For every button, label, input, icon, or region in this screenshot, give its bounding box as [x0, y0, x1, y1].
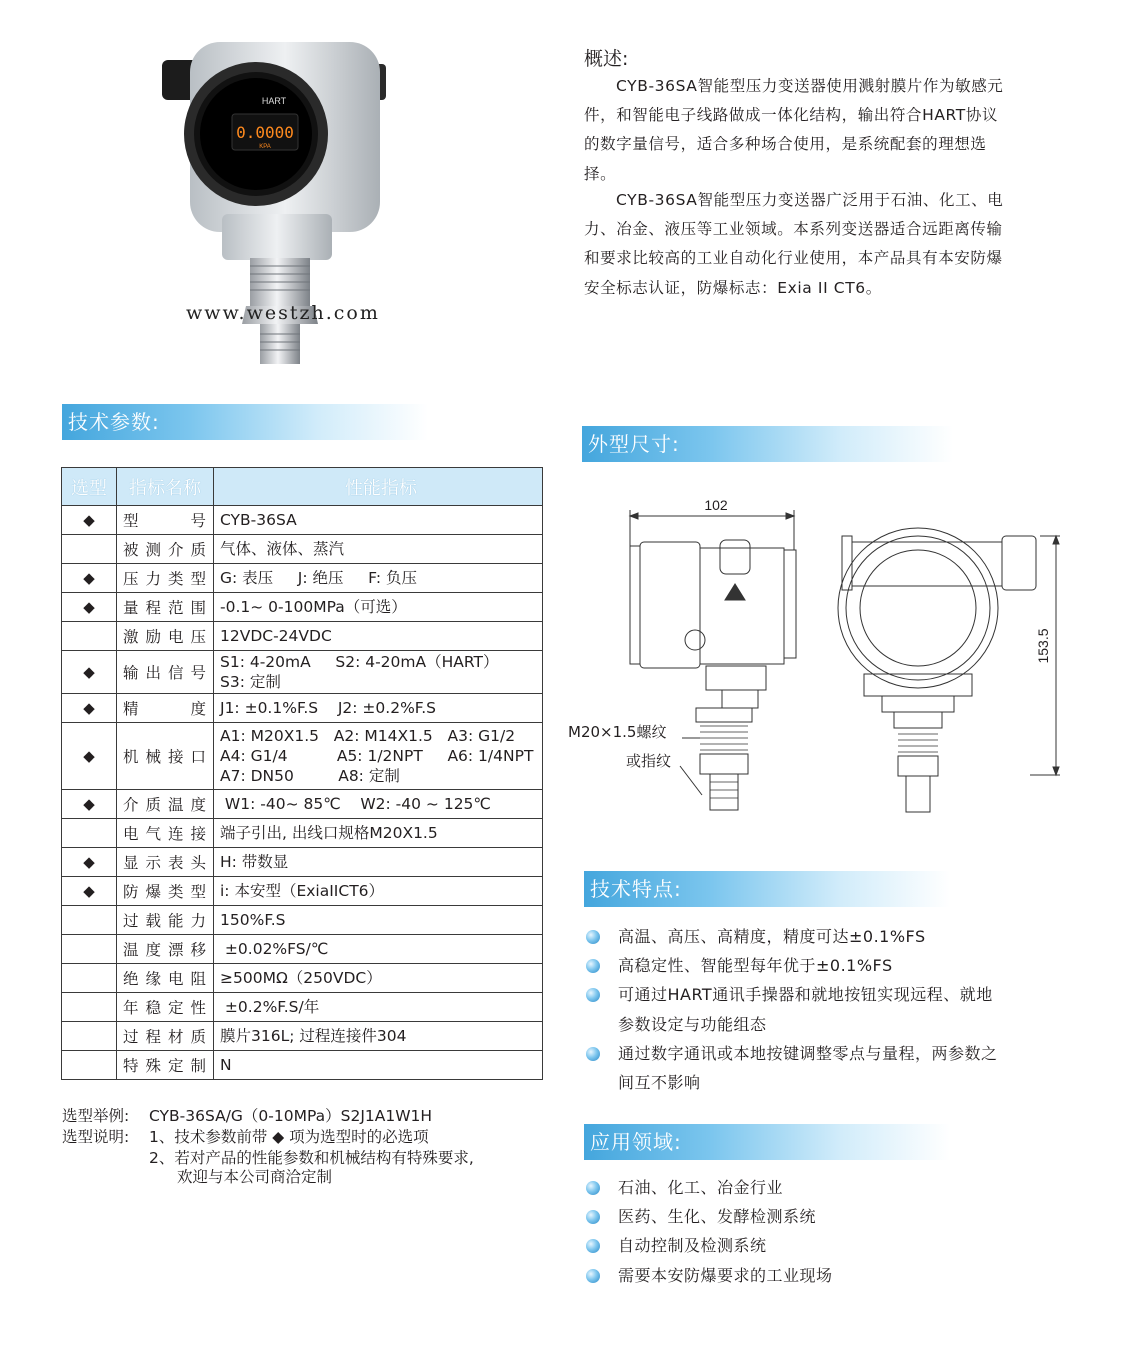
item-name-char: 材	[167, 1028, 184, 1046]
bullet-dot-icon	[586, 1181, 600, 1195]
required-mark	[62, 964, 117, 993]
table-row	[62, 790, 543, 819]
explain-line-2: 2、若对产品的性能参数和机械结构有特殊要求,	[149, 1149, 474, 1167]
item-name-char: 漂	[167, 941, 184, 959]
item-name-char: 度	[190, 796, 206, 814]
performance-line: S1: 4-20mA S2: 4-20mA（HART）	[220, 653, 499, 671]
performance-cell	[214, 1022, 543, 1051]
item-name-char: 激	[123, 628, 139, 646]
item-name-cell	[117, 622, 214, 651]
example-label: 选型举例:	[62, 1107, 130, 1125]
item-name-char: 示	[145, 854, 161, 872]
item-name-char: 精	[123, 700, 139, 718]
table-row	[62, 593, 543, 622]
performance-line: J1: ±0.1%F.S J2: ±0.2%F.S	[220, 699, 436, 717]
performance-line: i: 本安型（ExiaIICT6）	[220, 882, 385, 900]
section-banner-dimensions: 外型尺寸:	[582, 426, 953, 462]
item-name-cell	[117, 964, 214, 993]
performance-cell	[214, 935, 543, 964]
thread-label-2: 或指纹	[626, 752, 672, 770]
item-name-char: 号	[190, 512, 206, 530]
required-mark	[62, 993, 117, 1022]
item-name-char: 程	[145, 1028, 161, 1046]
display-reading: 0.0000	[236, 123, 294, 142]
item-name-char: 定	[167, 1057, 184, 1075]
table-row	[62, 535, 543, 564]
performance-cell	[214, 694, 543, 723]
item-name-char: 殊	[145, 1057, 161, 1075]
required-mark: ◆	[62, 877, 117, 906]
performance-cell	[214, 790, 543, 819]
required-mark	[62, 622, 117, 651]
item-name-char: 励	[145, 628, 161, 646]
performance-cell	[214, 593, 543, 622]
section-banner-features: 技术特点:	[584, 871, 950, 907]
performance-line: G: 表压 J: 绝压 F: 负压	[220, 569, 418, 587]
parameter-table	[61, 467, 543, 1080]
item-name-char: 阻	[190, 970, 206, 988]
item-name-char: 过	[123, 1028, 139, 1046]
performance-line: 膜片316L; 过程连接件304	[220, 1027, 407, 1045]
item-name-char: 型	[123, 512, 139, 530]
list-item: 高温、高压、高精度，精度可达±0.1%FS	[584, 922, 1004, 951]
item-name-char: 号	[190, 664, 206, 682]
performance-cell	[214, 506, 543, 535]
table-row	[62, 877, 543, 906]
performance-line: S3: 定制	[220, 673, 281, 691]
required-mark	[62, 819, 117, 848]
watermark-text: www.westzh.com	[186, 302, 380, 324]
performance-cell	[214, 651, 543, 694]
item-name-cell	[117, 935, 214, 964]
item-name-char: 移	[190, 941, 206, 959]
item-name-char: 性	[190, 999, 206, 1017]
list-item: 石油、化工、冶金行业	[584, 1173, 1004, 1202]
item-name-cell	[117, 564, 214, 593]
item-name-char: 表	[167, 854, 184, 872]
table-row	[62, 622, 543, 651]
table-row	[62, 1022, 543, 1051]
list-item: 医药、生化、发酵检测系统	[584, 1202, 1004, 1231]
brand-label: HART	[261, 96, 287, 106]
table-row	[62, 819, 543, 848]
section-banner-applications: 应用领域:	[584, 1124, 950, 1160]
list-item: 需要本安防爆要求的工业现场	[584, 1261, 1004, 1290]
item-name-char: 过	[123, 912, 139, 930]
bullet-dot-icon	[586, 1269, 600, 1283]
item-name-char: 介	[167, 541, 184, 559]
item-name-char: 压	[190, 628, 206, 646]
required-mark: ◆	[62, 506, 117, 535]
item-name-cell	[117, 694, 214, 723]
performance-cell	[214, 993, 543, 1022]
performance-line: 12VDC-24VDC	[220, 627, 332, 645]
list-item: 可通过HART通讯手操器和就地按钮实现远程、就地参数设定与功能组态	[584, 980, 1004, 1038]
item-name-char: 质	[190, 541, 206, 559]
item-name-char: 类	[167, 570, 184, 588]
item-name-char: 类	[167, 883, 184, 901]
performance-line: ±0.02%FS/℃	[220, 940, 329, 958]
required-mark: ◆	[62, 651, 117, 694]
required-mark: ◆	[62, 593, 117, 622]
required-mark: ◆	[62, 790, 117, 819]
performance-line: A7: DN50 A8: 定制	[220, 767, 400, 785]
display-unit: KPA	[259, 144, 271, 150]
item-name-char: 输	[123, 664, 139, 682]
table-header-row	[62, 468, 543, 506]
performance-cell	[214, 819, 543, 848]
item-name-char: 信	[167, 664, 184, 682]
item-name-char: 气	[145, 825, 161, 843]
bullet-dot-icon	[586, 1210, 600, 1224]
performance-cell	[214, 622, 543, 651]
item-name-char: 绝	[123, 970, 139, 988]
table-row	[62, 964, 543, 993]
performance-cell	[214, 848, 543, 877]
item-name-char: 爆	[145, 883, 161, 901]
item-name-char: 接	[190, 825, 206, 843]
item-name-char: 定	[167, 999, 184, 1017]
header-performance: 性能指标	[214, 468, 543, 506]
item-name-char: 特	[123, 1057, 139, 1075]
item-name-char: 介	[123, 796, 139, 814]
item-name-cell	[117, 651, 214, 694]
item-name-char: 压	[123, 570, 139, 588]
item-name-cell	[117, 819, 214, 848]
required-mark	[62, 935, 117, 964]
item-name-char: 质	[145, 796, 161, 814]
table-row	[62, 723, 543, 790]
item-name-char: 能	[167, 912, 184, 930]
item-name-cell	[117, 790, 214, 819]
performance-line: 150%F.S	[220, 911, 286, 929]
features-list	[584, 922, 1004, 1097]
item-name-cell	[117, 877, 214, 906]
overview-paragraph-1: CYB-36SA智能型压力变送器使用溅射膜片作为敏感元件，和智能电子线路做成一体化结构，输出符合HART协议的数字量信号，适合多种场合使用，是系统配套的理想选择。	[584, 77, 1004, 183]
performance-cell	[214, 564, 543, 593]
performance-cell	[214, 723, 543, 790]
item-name-cell	[117, 506, 214, 535]
dimension-drawing	[560, 490, 1080, 830]
required-mark	[62, 535, 117, 564]
item-name-cell	[117, 1022, 214, 1051]
item-name-char: 电	[167, 628, 184, 646]
table-row	[62, 506, 543, 535]
item-name-char: 接	[167, 748, 184, 766]
table-row	[62, 993, 543, 1022]
performance-line: -0.1~ 0-100MPa（可选）	[220, 598, 407, 616]
table-row	[62, 694, 543, 723]
required-mark	[62, 1022, 117, 1051]
overview-paragraph-2: CYB-36SA智能型压力变送器广泛用于石油、化工、电力、冶金、液压等工业领域。本系列变送器适合远距离传输和要求比较高的工业自动化行业使用，本产品具有本安防爆安全标志认证，防爆标志：Exia II CT6。	[584, 191, 1004, 297]
item-name-char: 电	[167, 970, 184, 988]
header-select: 选型	[62, 468, 117, 506]
item-name-char: 出	[145, 664, 161, 682]
item-name-char: 型	[190, 883, 206, 901]
item-name-cell	[117, 906, 214, 935]
performance-cell	[214, 877, 543, 906]
applications-list	[584, 1173, 1004, 1290]
item-name-char: 被	[123, 541, 139, 559]
bullet-dot-icon	[586, 1239, 600, 1253]
bullet-dot-icon	[586, 930, 600, 944]
required-mark: ◆	[62, 564, 117, 593]
performance-cell	[214, 1051, 543, 1080]
header-item-name: 指标名称	[117, 468, 214, 506]
item-name-char: 连	[167, 825, 184, 843]
thread-label-1: M20×1.5螺纹	[568, 723, 667, 741]
item-name-cell	[117, 593, 214, 622]
item-name-char: 温	[123, 941, 139, 959]
list-item: 通过数字通讯或本地按键调整零点与量程，两参数之间互不影响	[584, 1039, 1004, 1097]
performance-line: N	[220, 1056, 232, 1074]
list-item: 自动控制及检测系统	[584, 1231, 1004, 1260]
item-name-char: 范	[167, 599, 184, 617]
performance-cell	[214, 535, 543, 564]
item-name-cell	[117, 848, 214, 877]
item-name-char: 机	[123, 748, 139, 766]
item-name-char: 质	[190, 1028, 206, 1046]
table-row	[62, 564, 543, 593]
required-mark: ◆	[62, 848, 117, 877]
item-name-char: 载	[145, 912, 161, 930]
item-name-cell	[117, 993, 214, 1022]
width-dimension-label: 102	[704, 497, 728, 513]
item-name-char: 围	[190, 599, 206, 617]
item-name-char: 度	[190, 700, 206, 718]
item-name-char: 程	[145, 599, 161, 617]
example-value: CYB-36SA/G（0-10MPa）S2J1A1W1H	[149, 1107, 433, 1125]
item-name-char: 电	[123, 825, 139, 843]
required-mark: ◆	[62, 694, 117, 723]
bullet-dot-icon	[586, 988, 600, 1002]
table-row	[62, 848, 543, 877]
item-name-char: 防	[123, 883, 139, 901]
performance-cell	[214, 964, 543, 993]
performance-line: ≥500MΩ（250VDC）	[220, 969, 382, 987]
item-name-char: 头	[190, 854, 206, 872]
performance-line: W1: -40~ 85℃ W2: -40 ~ 125℃	[220, 795, 491, 813]
item-name-char: 械	[145, 748, 161, 766]
table-row	[62, 906, 543, 935]
item-name-char: 力	[145, 570, 161, 588]
item-name-char: 年	[123, 999, 139, 1017]
performance-cell	[214, 906, 543, 935]
item-name-char: 量	[123, 599, 139, 617]
required-mark	[62, 906, 117, 935]
item-name-char: 力	[190, 912, 206, 930]
section-banner-tech-params: 技术参数:	[62, 404, 428, 440]
item-name-cell	[117, 535, 214, 564]
explain-line-3: 欢迎与本公司商洽定制	[177, 1168, 333, 1186]
performance-line: CYB-36SA	[220, 511, 297, 529]
performance-line: 气体、液体、蒸汽	[220, 540, 345, 558]
bullet-dot-icon	[586, 959, 600, 973]
item-name-char: 缘	[145, 970, 161, 988]
item-name-char: 度	[145, 941, 161, 959]
item-name-char: 制	[190, 1057, 206, 1075]
performance-line: 端子引出, 出线口规格M20X1.5	[220, 824, 438, 842]
explain-label: 选型说明:	[62, 1128, 130, 1146]
item-name-char: 测	[145, 541, 161, 559]
performance-line: H: 带数显	[220, 853, 289, 871]
performance-line: A4: G1/4 A5: 1/2NPT A6: 1/4NPT	[220, 747, 534, 765]
height-dimension-label: 153.5	[1035, 628, 1051, 664]
item-name-char: 温	[167, 796, 184, 814]
list-item: 高稳定性、智能型每年优于±0.1%FS	[584, 951, 1004, 980]
required-mark	[62, 1051, 117, 1080]
item-name-char: 型	[190, 570, 206, 588]
performance-line: A1: M20X1.5 A2: M14X1.5 A3: G1/2	[220, 727, 516, 745]
item-name-char: 显	[123, 854, 139, 872]
performance-line: ±0.2%F.S/年	[220, 998, 320, 1016]
table-row	[62, 1051, 543, 1080]
overview-title: 概述:	[584, 48, 629, 70]
table-row	[62, 935, 543, 964]
item-name-char: 稳	[145, 999, 161, 1017]
required-mark: ◆	[62, 723, 117, 790]
item-name-char: 口	[190, 748, 206, 766]
bullet-dot-icon	[586, 1047, 600, 1061]
explain-line-1: 1、技术参数前带 ◆ 项为选型时的必选项	[149, 1128, 429, 1146]
item-name-cell	[117, 723, 214, 790]
table-row	[62, 651, 543, 694]
item-name-cell	[117, 1051, 214, 1080]
